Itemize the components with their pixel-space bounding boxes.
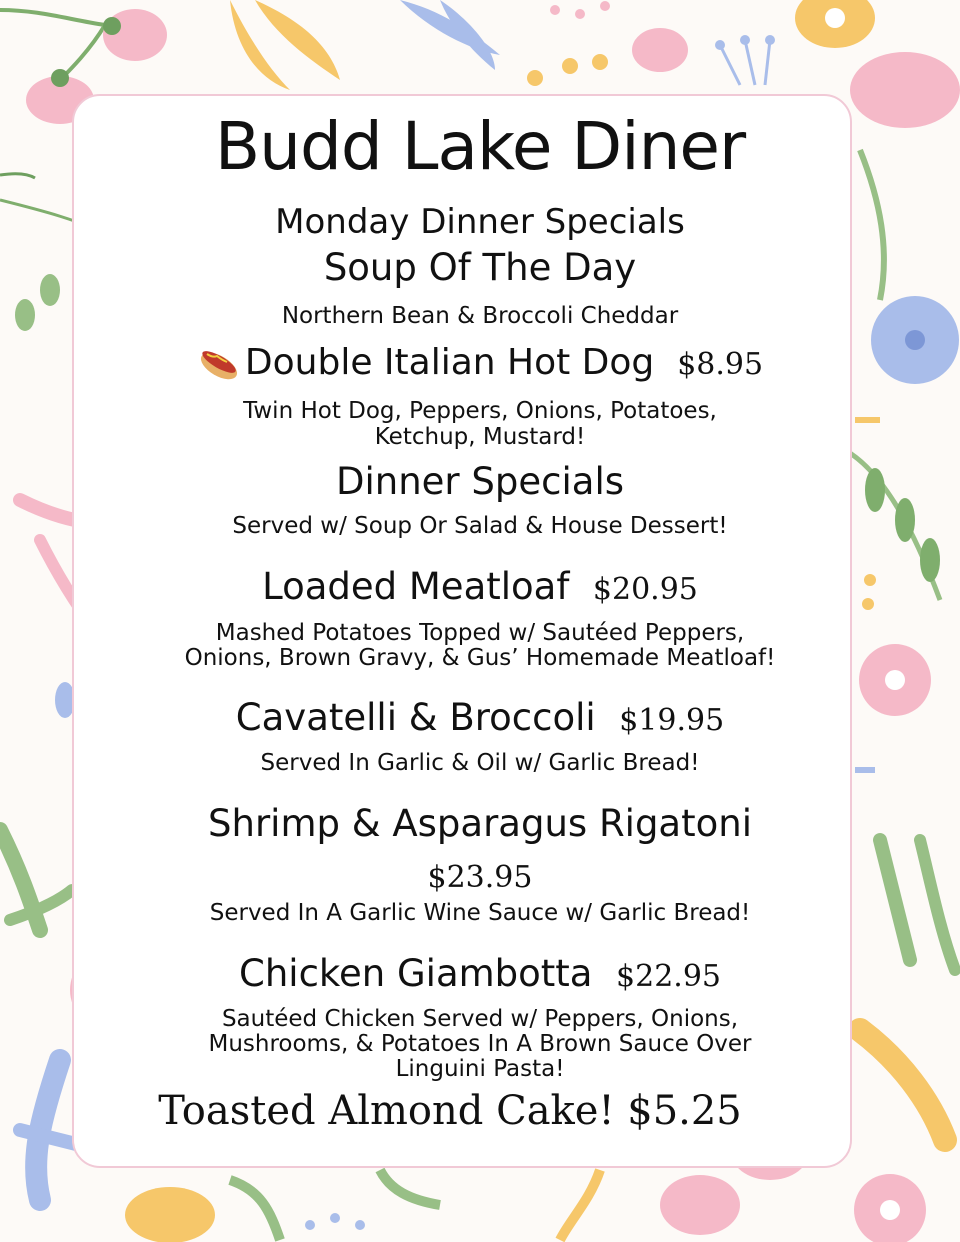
flower-icon	[125, 1170, 600, 1242]
item-name: Loaded Meatloaf	[262, 565, 570, 608]
item-price-rigatoni: $23.95	[427, 860, 533, 895]
item-name: Cavatelli & Broccoli	[235, 696, 596, 739]
item-desc: Sautéed Chicken Served w/ Peppers, Onions,	[221, 1006, 739, 1032]
item-name: Chicken Giambotta	[239, 952, 593, 995]
item-title-meatloaf	[0, 565, 960, 608]
hot-dog-icon	[197, 344, 241, 380]
menu-subtitle: Monday Dinner Specials	[275, 202, 685, 242]
item-desc: Onions, Brown Gravy, & Gus’ Homemade Meatloaf!	[184, 645, 776, 671]
soup-description: Northern Bean & Broccoli Cheddar	[281, 303, 679, 329]
flower-icon	[527, 1, 688, 86]
hotdog-desc-2: Ketchup, Mustard!	[374, 424, 586, 450]
item-title-giambotta	[0, 952, 960, 995]
item-name-rigatoni: Shrimp & Asparagus Rigatoni	[208, 802, 752, 845]
hotdog-price: $8.95	[677, 347, 764, 382]
leaf-icon	[230, 0, 500, 90]
item-desc: Mashed Potatoes Topped w/ Sautéed Peppers,	[215, 620, 745, 646]
soup-heading: Soup Of The Day	[323, 246, 637, 289]
hotdog-desc-1: Twin Hot Dog, Peppers, Onions, Potatoes,	[243, 398, 717, 424]
item-desc: Linguini Pasta!	[395, 1056, 565, 1082]
item-title-cavatelli	[0, 696, 960, 739]
hotdog-line	[0, 342, 960, 383]
hotdog-name: Double Italian Hot Dog	[244, 342, 655, 383]
item-price: $20.95	[592, 572, 698, 607]
item-desc: Mushrooms, & Potatoes In A Brown Sauce Over	[208, 1031, 752, 1057]
dinner-specials-note: Served w/ Soup Or Salad & House Dessert!	[232, 513, 728, 539]
dessert-line: Toasted Almond Cake! $5.25	[158, 1088, 742, 1134]
item-price: $22.95	[616, 959, 721, 994]
dinner-specials-heading: Dinner Specials	[336, 460, 624, 503]
item-desc: Served In Garlic & Oil w/ Garlic Bread!	[260, 750, 700, 776]
item-price: $19.95	[619, 703, 725, 738]
diner-title: Budd Lake Diner	[214, 108, 746, 185]
item-desc: Served In A Garlic Wine Sauce w/ Garlic Bread!	[209, 900, 751, 926]
